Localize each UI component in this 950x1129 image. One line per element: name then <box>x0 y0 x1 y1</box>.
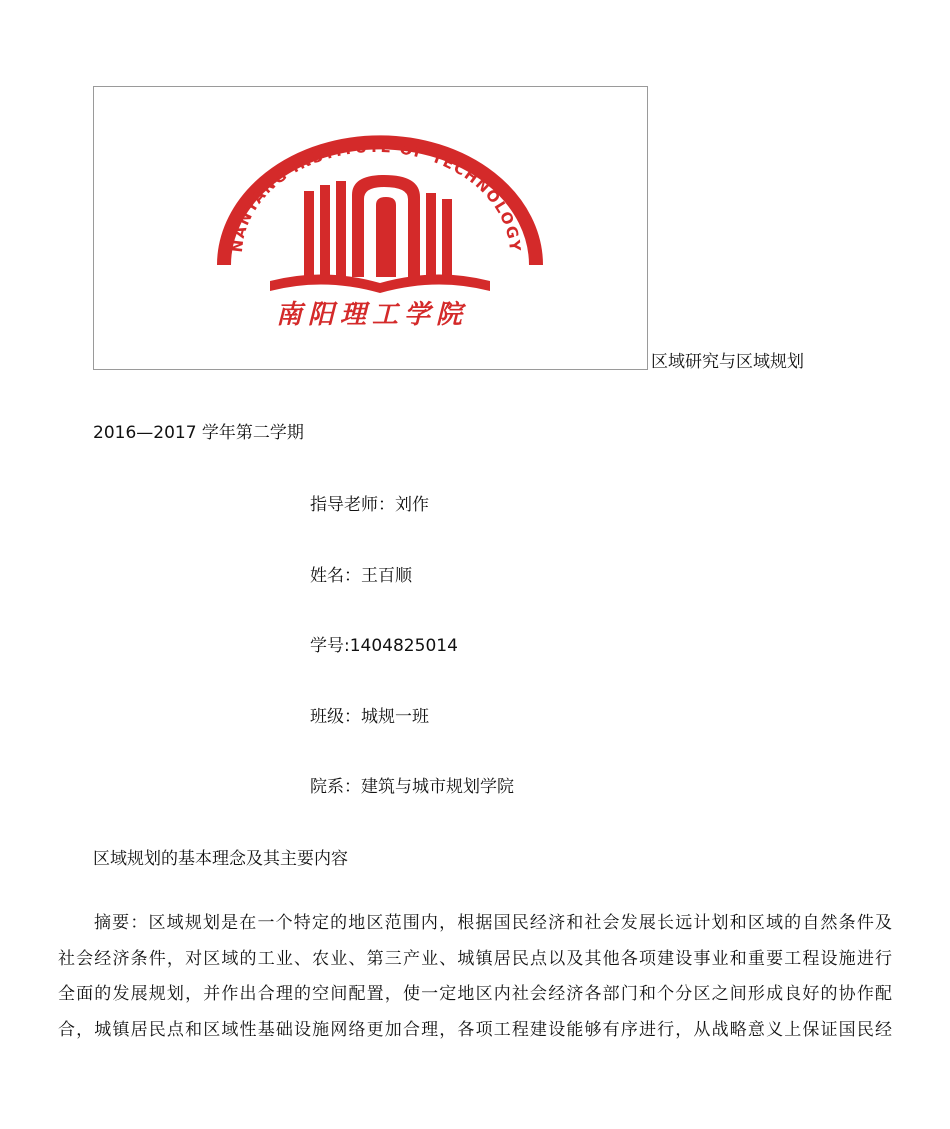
abstract-line: 全面的发展规划，并作出合理的空间配置，使一定地区内社会经济各部门和个分区之间形成良好的协作配 <box>58 984 892 1004</box>
abstract-paragraph <box>58 911 892 1053</box>
abstract-line: 合，城镇居民点和区域性基础设施网络更加合理，各项工程建设能够有序进行，从战略意义上保证国民经 <box>58 1019 892 1040</box>
department-field: 院系：建筑与城市规划学院 <box>310 777 514 797</box>
section-title: 区域规划的基本理念及其主要内容 <box>93 849 348 869</box>
abstract-line: 社会经济条件，对区域的工业、农业、第三产业、城镇居民点以及其他各项建设事业和重要工程设施进行 <box>58 948 892 969</box>
logo-building <box>304 175 452 277</box>
logo-book <box>270 274 490 293</box>
advisor-field: 指导老师：刘作 <box>310 495 429 515</box>
course-title: 区域研究与区域规划 <box>651 352 804 372</box>
school-emblem-icon <box>94 87 649 371</box>
logo-calligraphy: 南阳理工学院 <box>275 300 469 330</box>
student-id-field: 学号:1404825014 <box>310 636 458 656</box>
class-field: 班级：城规一班 <box>310 707 429 727</box>
school-logo <box>93 86 648 370</box>
term-line: 2016—2017 学年第二学期 <box>93 423 304 443</box>
name-field: 姓名：王百顺 <box>310 566 412 586</box>
logo-ring-text: NANYANG INSTITUTE OF TECHNOLOGY <box>227 137 525 254</box>
abstract-line: 摘要：区域规划是在一个特定的地区范围内，根据国民经济和社会发展长远计划和区域的自然条件及 <box>94 913 892 933</box>
svg-text:NANYANG INSTITUTE OF TECHNOLOG <box>228 138 524 253</box>
